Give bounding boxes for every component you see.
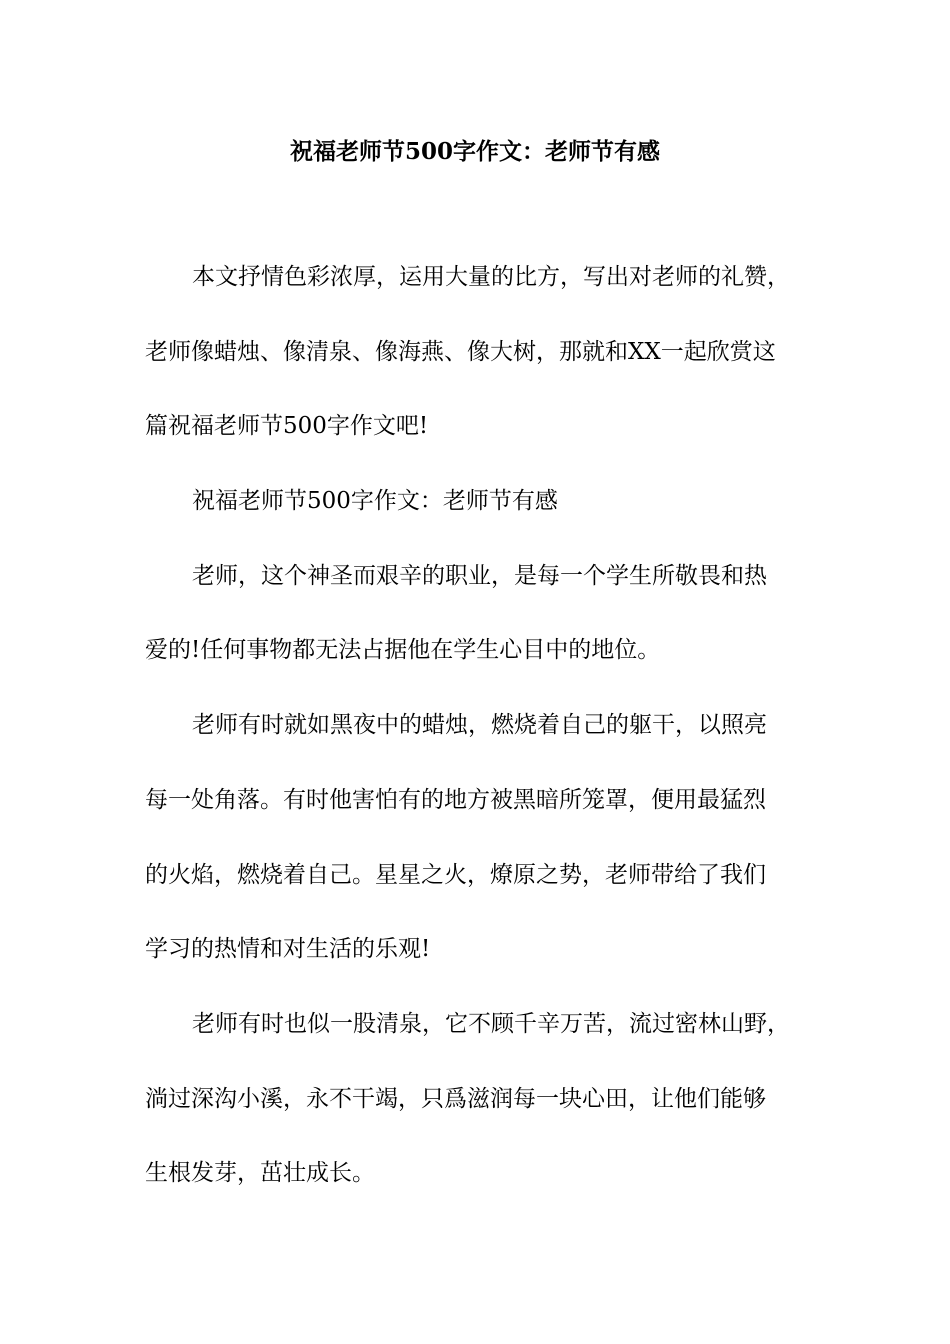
paragraph-line: 老师，这个神圣而艰辛的职业，是每一个学生所敬畏和热 bbox=[192, 563, 767, 589]
paragraph-line: 每一处角落。有时他害怕有的地方被黑暗所笼罩，便用最猛烈 bbox=[145, 787, 766, 813]
paragraph-line: 学习的热情和对生活的乐观! bbox=[145, 936, 431, 962]
paragraph-line: 的火焰，燃烧着自己。星星之火，燎原之势，老师带给了我们 bbox=[145, 862, 766, 888]
paragraph-line: 篇祝福老师节500字作文吧! bbox=[145, 413, 429, 439]
document-title: 祝福老师节500字作文：老师节有感 bbox=[289, 138, 660, 165]
paragraph-line: 生根发芽，茁壮成长。 bbox=[145, 1160, 375, 1186]
paragraph-line: 淌过深沟小溪，永不干竭，只爲滋润每一块心田，让他们能够 bbox=[145, 1086, 766, 1112]
paragraph-line: 老师有时就如黑夜中的蜡烛，燃烧着自己的躯干，以照亮 bbox=[192, 712, 767, 738]
paragraph-line: 老师有时也似一股清泉，它不顾千辛万苦，流过密林山野， bbox=[192, 1011, 790, 1037]
section-heading: 祝福老师节500字作文：老师节有感 bbox=[192, 488, 558, 514]
paragraph-line: 本文抒情色彩浓厚，运用大量的比方，写出对老师的礼赞， bbox=[192, 264, 790, 290]
paragraph-line: 老师像蜡烛、像清泉、像海燕、像大树，那就和XX一起欣赏这 bbox=[145, 339, 776, 365]
paragraph-line: 爱的!任何事物都无法占据他在学生心目中的地位。 bbox=[145, 637, 661, 663]
